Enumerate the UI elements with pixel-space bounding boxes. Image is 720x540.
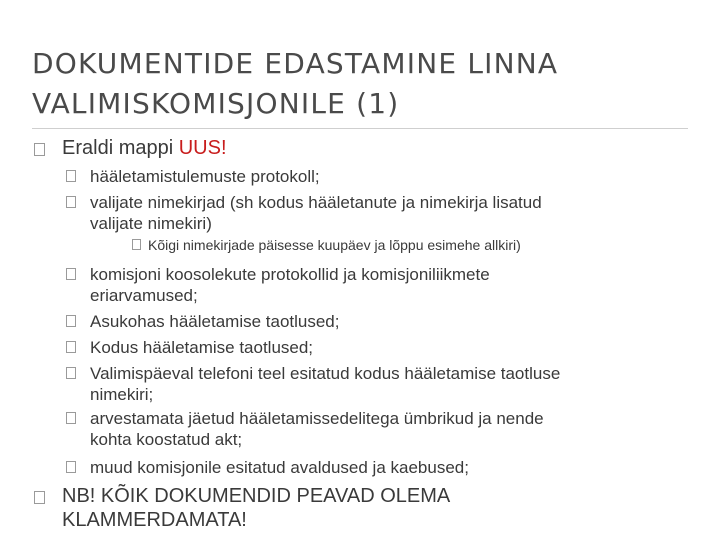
list-item-level2	[90, 363, 560, 405]
list-item-text: arvestamata jäetud hääletamissedelitega ümbrikud ja nende	[90, 409, 544, 428]
list-item-text: muud komisjonile esitatud avaldused ja kaebused;	[90, 458, 469, 477]
list-item-level1	[62, 136, 227, 160]
list-item-text-cont: eriarvamused;	[90, 286, 198, 305]
list-item-text-cont: nimekiri;	[90, 385, 154, 404]
bullet-box-icon	[66, 268, 76, 280]
list-item-text: Kodus hääletamise taotlused;	[90, 338, 314, 357]
bullet-box-icon	[66, 341, 76, 353]
bullet-box-icon	[66, 170, 76, 182]
bullet-box-icon	[66, 367, 76, 379]
title-divider	[32, 128, 688, 129]
bullet-box-icon	[66, 461, 76, 473]
list-item-text: hääletamistulemuste protokoll;	[90, 167, 320, 186]
list-item-text-cont: KLAMMERDAMATA!	[62, 509, 247, 531]
bullet-box-icon	[66, 412, 76, 424]
slide-title	[32, 44, 692, 124]
list-item-level2	[90, 457, 469, 478]
list-item-text: NB! KÕIK DOKUMENDID PEAVAD OLEMA	[62, 485, 451, 507]
list-item-text: Kõigi nimekirjade päisesse kuupäev ja lõppu esimehe allkiri)	[148, 237, 521, 253]
new-badge-text: UUS!	[178, 137, 227, 159]
list-item-text: Valimispäeval telefoni teel esitatud kodus hääletamise taotluse	[90, 364, 561, 383]
bullet-box-icon	[34, 491, 45, 504]
bullet-box-icon	[34, 143, 45, 156]
list-item-level2	[90, 337, 313, 358]
list-item-text: komisjoni koosolekute protokollid ja komisjoniliikmete	[90, 265, 490, 284]
bullet-box-icon	[66, 315, 76, 327]
bullet-box-icon	[66, 196, 76, 208]
list-item-level2	[90, 408, 544, 450]
list-item-text-cont: kohta koostatud akt;	[90, 430, 243, 449]
list-item-text-cont: valijate nimekiri)	[90, 214, 212, 233]
list-item-level2	[90, 311, 340, 332]
list-item-text: Asukohas hääletamise taotlused;	[90, 312, 340, 331]
bullet-box-icon	[132, 239, 141, 250]
title-line-2: VALIMISKOMISJONILE (1)	[32, 87, 400, 120]
title-line-1: DOKUMENTIDE EDASTAMINE LINNA	[32, 47, 559, 80]
list-item-level3	[148, 236, 521, 254]
list-item-text: Eraldi mappi	[62, 137, 179, 159]
list-item-level2	[90, 192, 542, 234]
list-item-text: valijate nimekirjad (sh kodus hääletanute ja nimekirja lisatud	[90, 193, 542, 212]
list-item-level1	[62, 484, 450, 532]
list-item-level2	[90, 166, 320, 187]
list-item-level2	[90, 264, 490, 306]
